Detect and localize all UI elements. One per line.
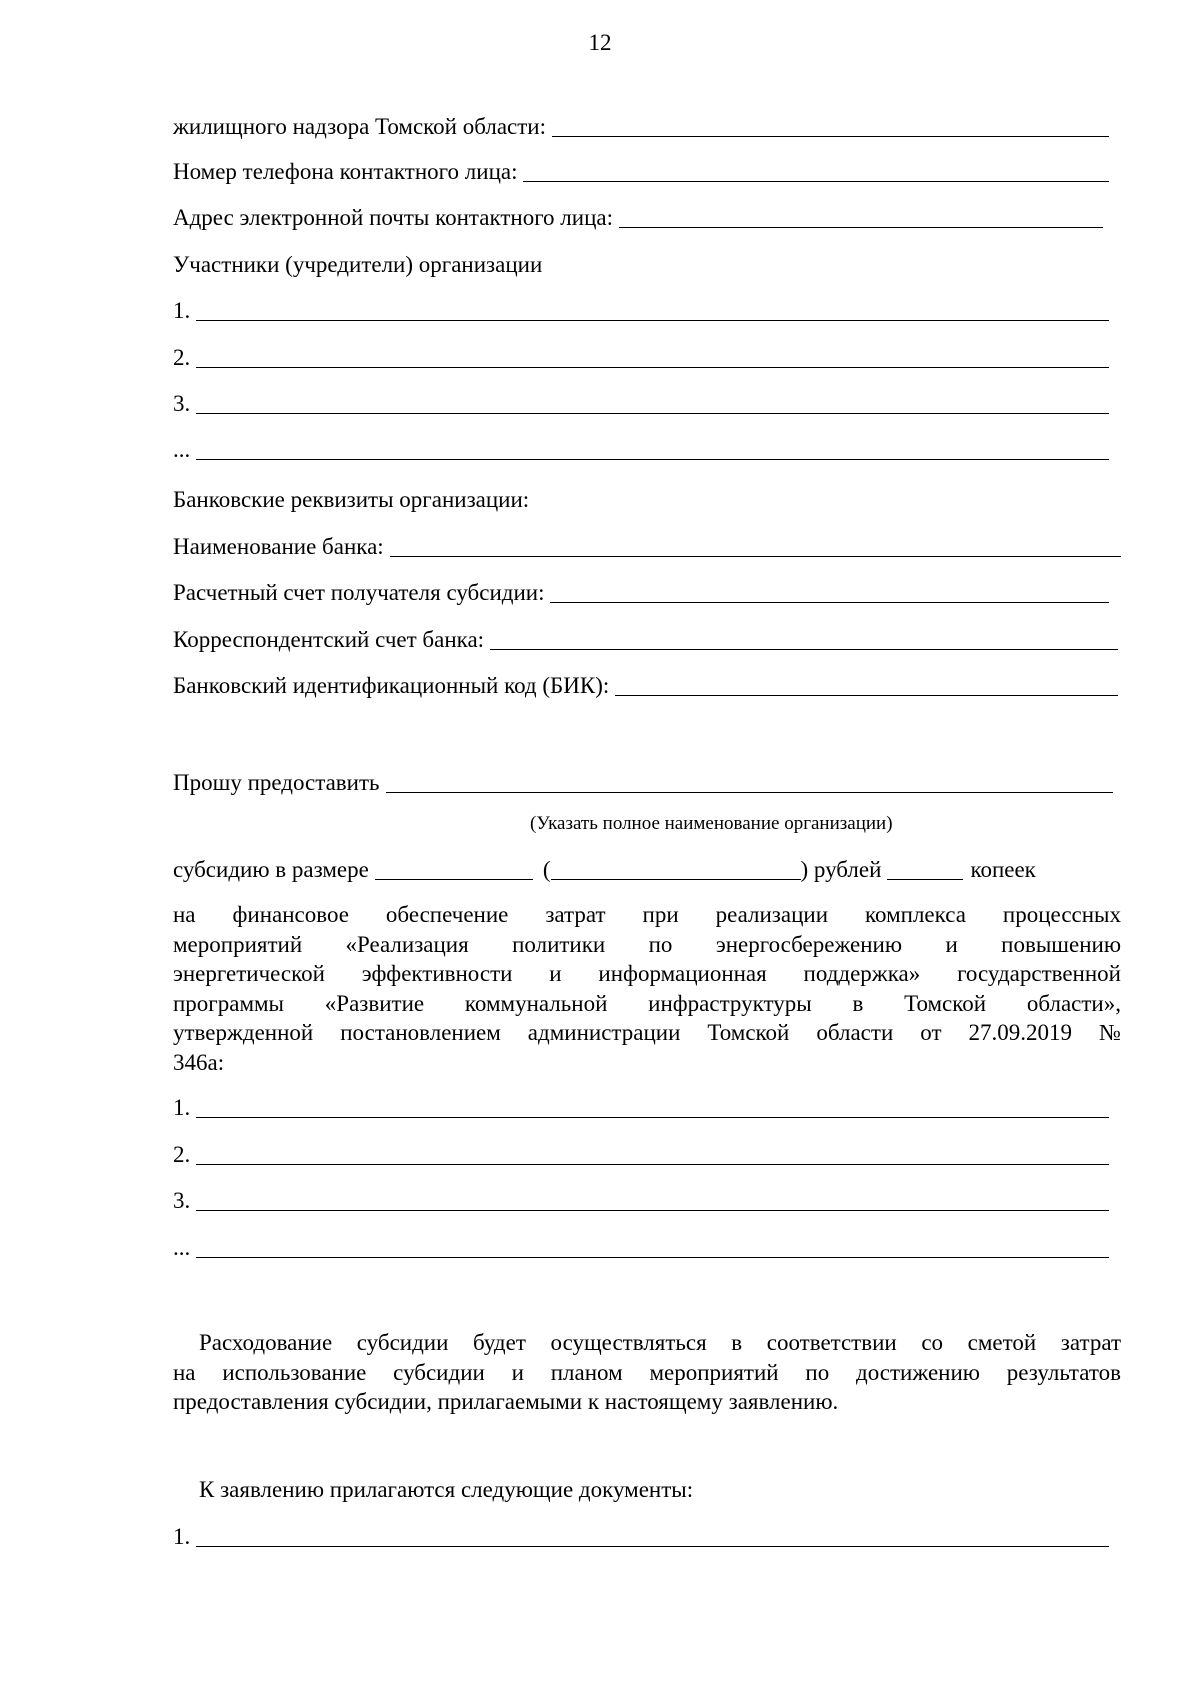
bik-label: Банковский идентификационный код (БИК): [173,673,610,698]
org-name-blank[interactable] [386,792,1113,793]
founder-number: ... [173,437,191,462]
request-label: Прошу предоставить [173,770,380,795]
activity-number: 2. [173,1142,191,1167]
phone-field[interactable] [173,157,1109,187]
bank-name-blank[interactable] [390,556,1121,557]
founders-heading [173,250,1109,280]
activity-number: 3. [173,1188,191,1213]
activity-row-3[interactable] [173,1186,1109,1216]
page-number: 12 [588,30,612,55]
amount-words-blank[interactable] [551,879,801,880]
activity-row-more[interactable] [173,1233,1109,1263]
founder-blank[interactable] [196,413,1109,414]
phone-blank[interactable] [523,181,1109,182]
activity-row-1[interactable] [173,1093,1109,1123]
activity-blank[interactable] [196,1117,1109,1118]
attachment-blank[interactable] [196,1546,1109,1547]
attachment-number: 1. [173,1524,191,1549]
founder-number: 3. [173,391,191,416]
rubles-label: ) рублей [800,857,882,882]
nadzor-blank[interactable] [552,136,1109,137]
corr-account-field[interactable] [173,625,1118,655]
amount-field[interactable] [173,855,1113,885]
spending-line: на использование субсидии и планом мероприятий по достижению результатов [173,1359,1121,1385]
corr-account-blank[interactable] [490,649,1118,650]
activity-number: 1. [173,1095,191,1120]
spending-line: Расходование субсидии будет осуществляться в соответствии со сметой затрат [199,1330,1121,1355]
amount-label: субсидию в размере [173,857,369,882]
kopecks-blank[interactable] [887,879,963,880]
founder-number: 2. [173,345,191,370]
email-blank[interactable] [619,227,1103,228]
org-name-caption: (Указать полное наименование организации) [530,813,893,834]
purpose-line: 346а: [173,1049,225,1075]
bik-field[interactable] [173,671,1118,701]
attachments-heading [173,1475,1109,1505]
founder-blank[interactable] [196,367,1109,368]
founder-blank[interactable] [196,320,1109,321]
bank-heading-text: Банковские реквизиты организации: [173,487,530,512]
amount-number-blank[interactable] [375,879,533,880]
activity-blank[interactable] [196,1210,1109,1211]
account-blank[interactable] [550,602,1109,603]
activity-blank[interactable] [196,1257,1109,1258]
nadzor-field[interactable] [173,112,1109,142]
purpose-line: утвержденной постановлением администрации Томской области от 27.09.2019 № [173,1020,1121,1045]
activity-blank[interactable] [196,1164,1109,1165]
purpose-line: программы «Развитие коммунальной инфраструктуры в Томской области», [173,990,1121,1016]
account-label: Расчетный счет получателя субсидии: [173,580,545,605]
nadzor-label: жилищного надзора Томской области: [173,114,547,139]
bank-heading [173,485,1109,515]
founder-row-more[interactable] [173,435,1109,465]
attachments-heading-text: К заявлению прилагаются следующие документы: [199,1477,694,1502]
founder-row-2[interactable] [173,343,1109,373]
founder-row-3[interactable] [173,389,1109,419]
bank-name-label: Наименование банка: [173,534,384,559]
email-label: Адрес электронной почты контактного лица: [173,205,613,230]
purpose-paragraph [173,900,1121,1077]
kopecks-label: копеек [970,857,1036,882]
purpose-line: энергетической эффективности и информационная поддержка» государственной [173,961,1121,986]
paren-open: ( [542,857,551,882]
founder-number: 1. [173,298,191,323]
account-field[interactable] [173,578,1109,608]
purpose-line: мероприятий «Реализация политики по энергосбережению и повышению [173,931,1121,957]
bik-blank[interactable] [615,695,1118,696]
founders-heading-text: Участники (учредители) организации [173,252,543,277]
purpose-line: на финансовое обеспечение затрат при реализации комплекса процессных [173,902,1121,927]
founder-blank[interactable] [196,459,1109,460]
attachment-row-1[interactable] [173,1522,1109,1552]
founder-row-1[interactable] [173,296,1109,326]
corr-account-label: Корреспондентский счет банка: [173,627,485,652]
phone-label: Номер телефона контактного лица: [173,159,518,184]
activity-number: ... [173,1235,191,1260]
activity-row-2[interactable] [173,1140,1109,1170]
spending-paragraph [173,1328,1121,1417]
request-field[interactable] [173,768,1113,798]
spending-line: предоставления субсидии, прилагаемыми к настоящему заявлению. [173,1389,839,1414]
bank-name-field[interactable] [173,532,1121,562]
email-field[interactable] [173,203,1103,233]
